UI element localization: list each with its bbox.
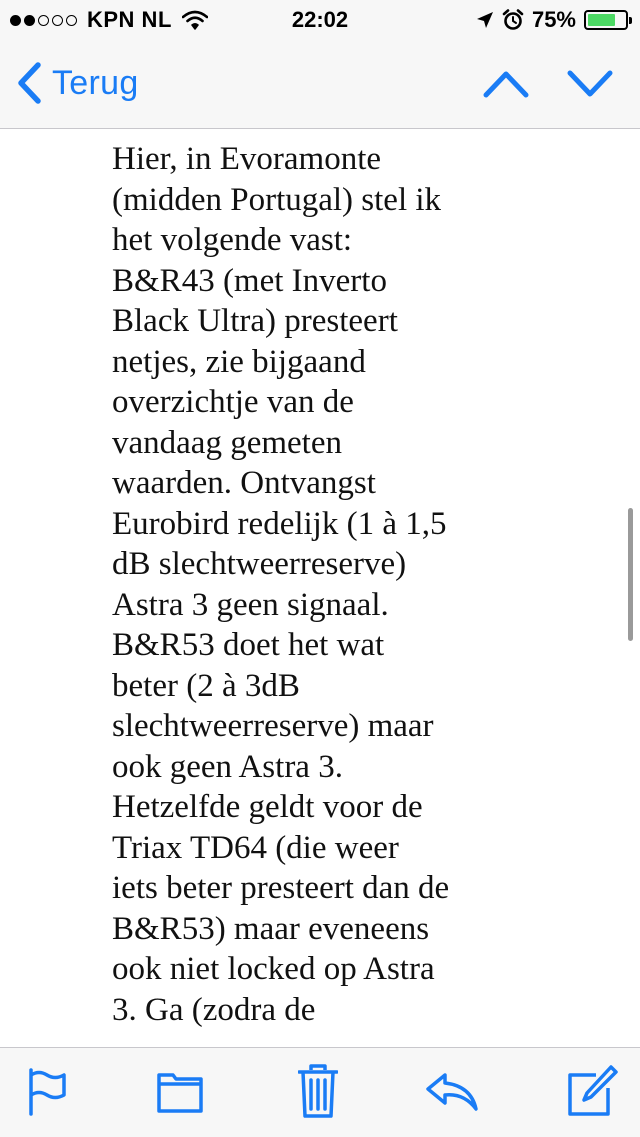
message-content[interactable] [0,129,640,1047]
message-line: netjes, zie bijgaand [112,343,366,380]
message-line: het volgende vast: [112,222,353,258]
bottom-toolbar [0,1047,640,1137]
message-line: 3. Ga (zodra de [112,991,316,1028]
battery-percentage: 75% [531,7,576,32]
chevron-up-icon [482,66,530,102]
compose-icon [568,1064,618,1116]
message-line: vandaag gemeten [112,424,342,461]
scroll-indicator[interactable] [628,508,633,641]
message-line: Triax TD64 (die weer [112,829,399,866]
back-button[interactable] [16,62,139,104]
message-line: Hier, in Evoramonte [112,141,382,177]
message-line: overzichtje van de [112,384,354,420]
message-line: B&R53) maar eveneens [112,910,430,947]
delete-button[interactable] [298,1064,338,1123]
battery-level-fill [588,14,615,26]
flag-icon [28,1068,68,1116]
message-line: B&R43 (met Inverto [112,262,387,299]
message-line: dB slechtweerreserve) [112,546,407,582]
message-line: waarden. Ontvangst [112,465,376,501]
location-arrow-icon [476,11,494,29]
message-line: Black Ultra) presteert [112,303,398,339]
folder-icon [157,1068,203,1114]
battery-cap [629,17,632,24]
alarm-icon [502,9,524,31]
reply-icon [425,1072,479,1112]
message-line: ook niet locked op Astra [112,951,435,987]
message-line: ook geen Astra 3. [112,748,343,785]
status-right [476,7,628,33]
message-line: beter (2 à 3dB [112,667,300,704]
message-line: B&R53 doet het wat [112,627,385,663]
carrier-name: KPN NL [87,7,172,32]
message-line: (midden Portugal) stel ik [112,181,442,218]
battery-icon [584,10,628,30]
status-time: 22:02 [291,7,349,32]
back-button-label: Terug [52,63,139,102]
message-body [112,139,512,1030]
flag-button[interactable] [28,1068,68,1121]
compose-button[interactable] [568,1064,618,1121]
next-message-button[interactable] [566,66,614,107]
previous-message-button[interactable] [482,66,530,107]
reply-button[interactable] [425,1072,479,1117]
chevron-left-icon [16,62,42,104]
chevron-down-icon [566,66,614,102]
message-line: slechtweerreserve) maar [112,708,434,744]
trash-icon [298,1064,338,1118]
move-to-folder-button[interactable] [157,1068,203,1119]
message-line: iets beter presteert dan de [112,870,450,906]
message-line: Astra 3 geen signaal. [112,586,389,623]
status-bar [0,0,640,40]
navigation-bar [0,40,640,129]
message-line: Hetzelfde geldt voor de [112,789,423,825]
message-line: Eurobird redelijk (1 à 1,5 [112,505,447,542]
